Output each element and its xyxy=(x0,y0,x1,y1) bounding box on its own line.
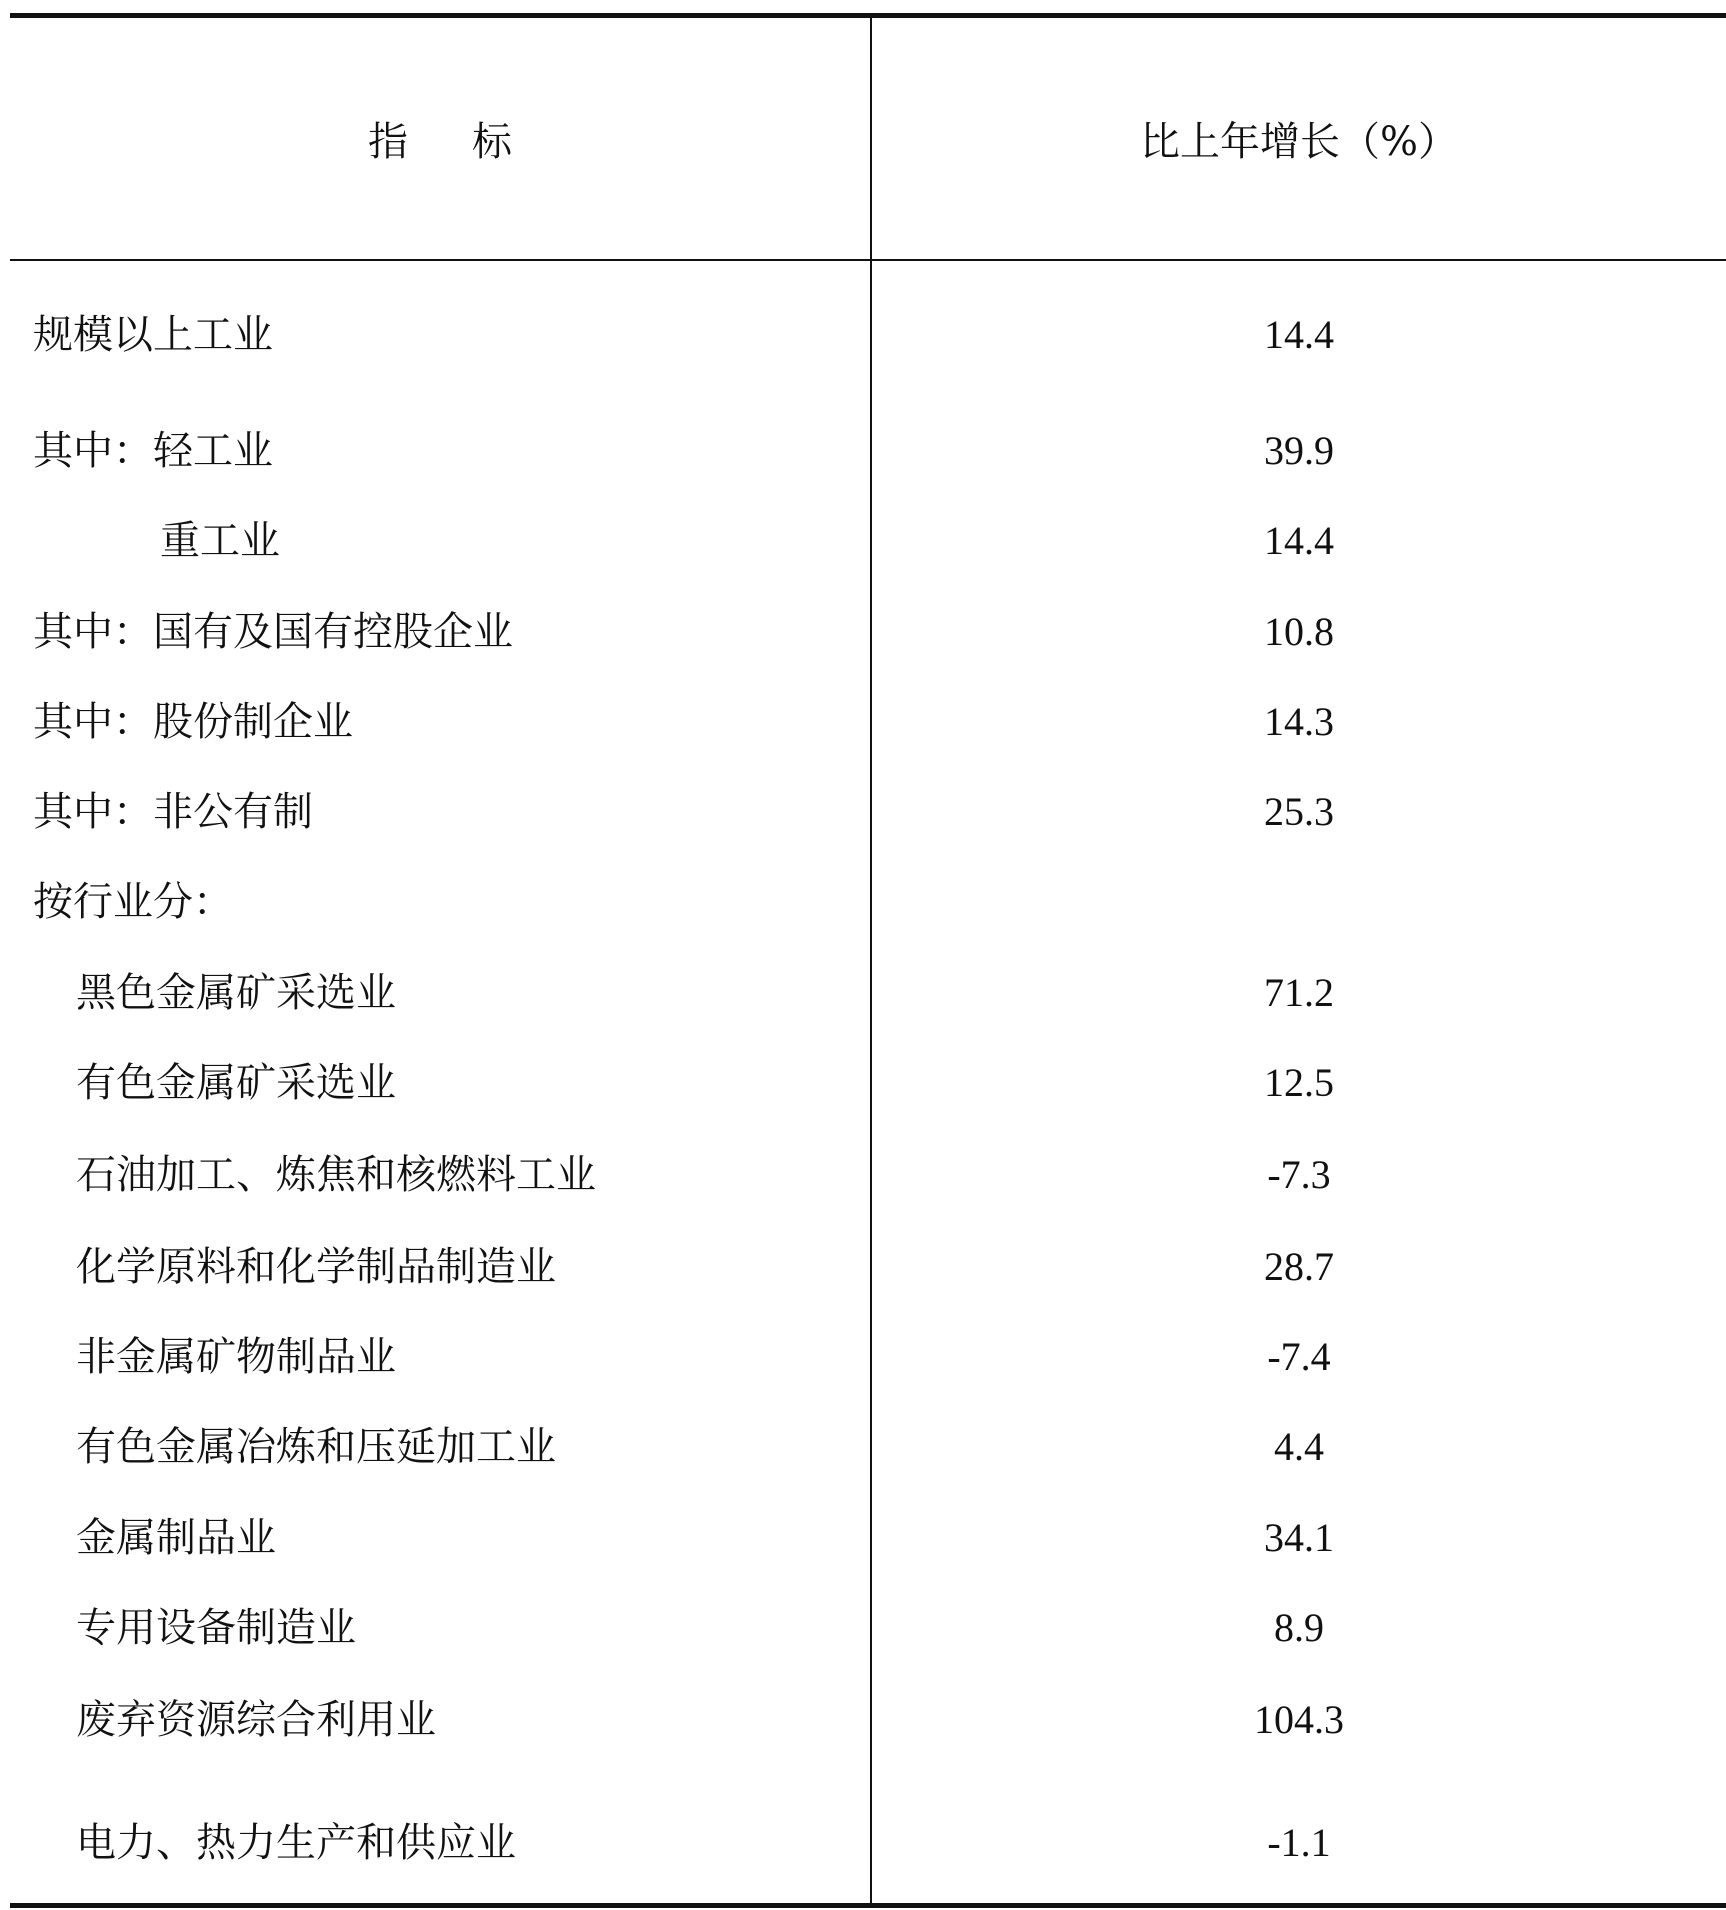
row-label: 石油加工、炼焦和核燃料工业 xyxy=(76,1152,596,1198)
row-label: 黑色金属矿采选业 xyxy=(76,970,396,1016)
table-row xyxy=(10,1227,1726,1307)
row-label: 非金属矿物制品业 xyxy=(76,1334,396,1380)
table-row xyxy=(10,592,1726,672)
table-row xyxy=(10,1588,1726,1668)
row-value: -7.4 xyxy=(1267,1334,1331,1379)
industry-growth-table xyxy=(10,13,1726,1908)
header-bottom-rule xyxy=(10,259,1726,261)
row-value: 4.4 xyxy=(1274,1424,1324,1469)
row-value: 12.5 xyxy=(1264,1060,1334,1105)
row-value: 10.8 xyxy=(1264,609,1334,654)
row-label: 其中：股份制企业 xyxy=(33,699,353,745)
table-bottom-rule xyxy=(10,1903,1726,1908)
row-label: 电力、热力生产和供应业 xyxy=(76,1820,516,1866)
table-row xyxy=(10,295,1726,375)
row-label: 有色金属矿采选业 xyxy=(76,1060,396,1106)
table-row xyxy=(10,501,1726,581)
header-growth xyxy=(872,18,1726,259)
row-value: 34.1 xyxy=(1264,1515,1334,1560)
table-row xyxy=(10,1498,1726,1578)
row-value: -1.1 xyxy=(1267,1820,1331,1865)
table-row xyxy=(10,1135,1726,1215)
row-value: 71.2 xyxy=(1264,970,1334,1015)
row-label: 金属制品业 xyxy=(76,1515,276,1561)
table-row xyxy=(10,682,1726,762)
table-row xyxy=(10,411,1726,491)
row-value: 39.9 xyxy=(1264,428,1334,473)
table-row xyxy=(10,1407,1726,1487)
table-row xyxy=(10,862,1726,942)
row-label: 其中：轻工业 xyxy=(33,428,273,474)
header-indicator xyxy=(10,18,870,259)
row-label: 专用设备制造业 xyxy=(76,1605,356,1651)
row-label: 其中：非公有制 xyxy=(33,789,313,835)
row-value: -7.3 xyxy=(1267,1152,1331,1197)
row-value: 8.9 xyxy=(1274,1605,1324,1650)
row-value: 14.4 xyxy=(1264,312,1334,357)
table-row xyxy=(10,772,1726,852)
header-indicator-text: 指标 xyxy=(368,119,576,165)
row-value xyxy=(872,862,1726,942)
table-row xyxy=(10,1803,1726,1883)
header-growth-text: 比上年增长（%） xyxy=(1139,119,1458,165)
row-label: 规模以上工业 xyxy=(33,312,273,358)
table-row xyxy=(10,1317,1726,1397)
row-value: 25.3 xyxy=(1264,789,1334,834)
row-label: 重工业 xyxy=(160,518,280,564)
row-label: 有色金属冶炼和压延加工业 xyxy=(76,1424,556,1470)
table-row xyxy=(10,1043,1726,1123)
row-label: 化学原料和化学制品制造业 xyxy=(76,1244,556,1290)
row-value: 14.4 xyxy=(1264,518,1334,563)
table-row xyxy=(10,1680,1726,1760)
row-label: 废弃资源综合利用业 xyxy=(76,1697,436,1743)
row-label: 其中：国有及国有控股企业 xyxy=(33,609,513,655)
row-label: 按行业分： xyxy=(33,879,233,925)
row-value: 14.3 xyxy=(1264,699,1334,744)
row-value: 104.3 xyxy=(1254,1697,1344,1742)
row-value: 28.7 xyxy=(1264,1244,1334,1289)
table-row xyxy=(10,953,1726,1033)
